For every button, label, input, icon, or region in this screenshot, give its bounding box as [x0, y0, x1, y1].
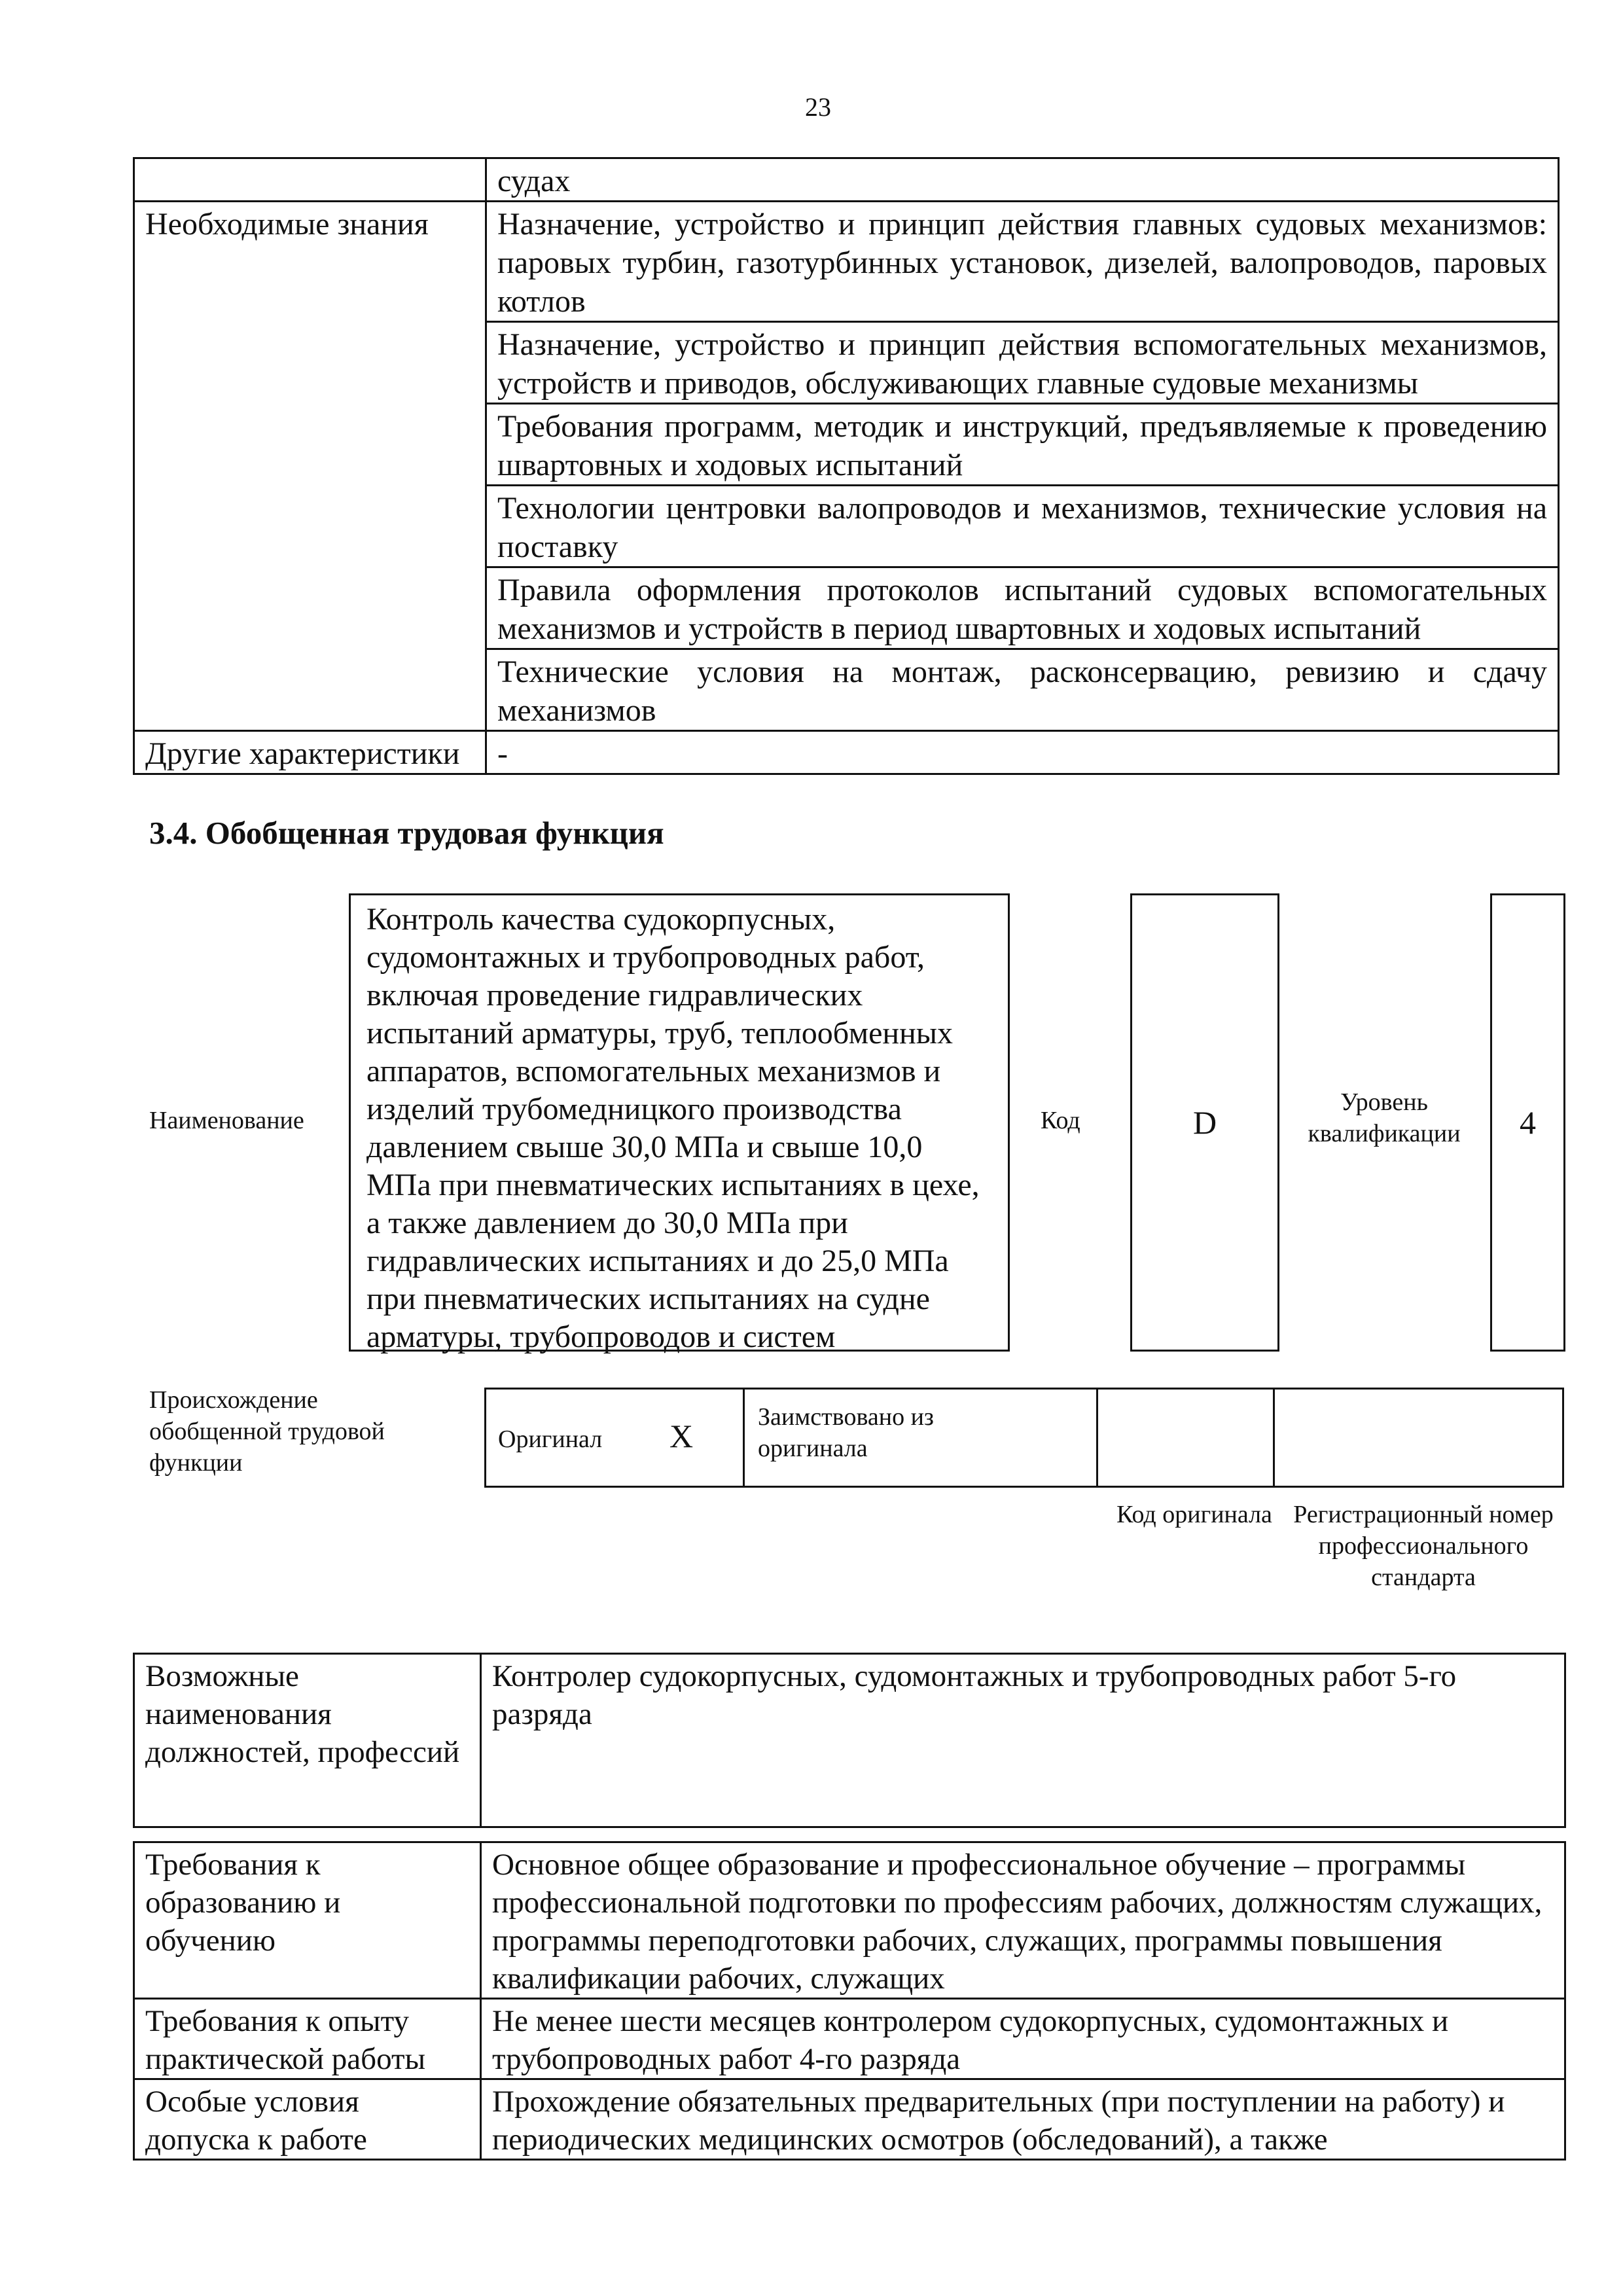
code-original-caption: Код оригинала: [1116, 1501, 1272, 1528]
other-label: Другие характеристики: [134, 731, 486, 774]
empty-label-cell: [134, 158, 486, 202]
knowledge-item: Назначение, устройство и принцип действия вспомогательных механизмов, устройств и приводов, обслуживающих главные судовые механизмы: [486, 322, 1559, 404]
knowledge-item: Требования программ, методик и инструкций, предъявляемые к проведению швартовных и ходовых испытаний: [486, 404, 1559, 486]
table-row: [134, 158, 1559, 202]
table-row: [134, 731, 1559, 774]
origin-box: [484, 1388, 1564, 1488]
table-row: [134, 1654, 1565, 1827]
requirements-table: [133, 1841, 1566, 2161]
original-label: Оригинал: [498, 1426, 603, 1453]
borrowed-label: Заимствовано из оригинала: [758, 1403, 934, 1462]
reg-number-caption: Регистрационный номер профессионального стандарта: [1293, 1501, 1554, 1591]
requirement-value: Прохождение обязательных предварительных (при поступлении на работу) и периодических медицинских осмотров (обследований), а также: [481, 2079, 1565, 2160]
knowledge-item: Правила оформления протоколов испытаний судовых вспомогательных механизмов и устройств в период швартовных и ходовых испытаний: [486, 567, 1559, 649]
table-row: [134, 1999, 1565, 2079]
requirement-label: Требования к опыту практической работы: [134, 1999, 481, 2079]
positions-value: Контролер судокорпусных, судомонтажных и трубопроводных работ 5-го разряда: [481, 1654, 1565, 1827]
table-cell: судах: [486, 158, 1559, 202]
knowledge-item: Технические условия на монтаж, расконсервацию, ревизию и сдачу механизмов: [486, 649, 1559, 731]
code-label: Код: [1041, 1107, 1080, 1134]
page-number: 23: [805, 92, 831, 122]
requirement-value: Не менее шести месяцев контролером судокорпусных, судомонтажных и трубопроводных работ 4-го разряда: [481, 1999, 1565, 2079]
knowledge-table: [133, 157, 1560, 775]
level-value: 4: [1490, 893, 1565, 1352]
positions-label: Возможные наименования должностей, профессий: [134, 1654, 481, 1827]
code-value: D: [1130, 893, 1279, 1352]
requirement-label: Требования к образованию и обучению: [134, 1842, 481, 1999]
knowledge-item: Назначение, устройство и принцип действия главных судовых механизмов: паровых турбин, газотурбинных установок, дизелей, валопроводов, паровых котлов: [486, 202, 1559, 322]
origin-label: Происхождение обобщенной трудовой функции: [149, 1386, 385, 1477]
requirement-label: Особые условия допуска к работе: [134, 2079, 481, 2160]
other-value: -: [486, 731, 1559, 774]
name-label: Наименование: [149, 1107, 304, 1134]
code-original-cell: [1098, 1390, 1275, 1486]
section-heading: 3.4. Обобщенная трудовая функция: [149, 815, 664, 851]
level-label: Уровень квалификации: [1308, 1088, 1461, 1147]
table-row: [134, 1842, 1565, 1999]
knowledge-label: Необходимые знания: [134, 202, 486, 731]
original-mark: X: [669, 1418, 694, 1454]
borrowed-cell: [745, 1390, 1098, 1486]
reg-number-cell: [1275, 1390, 1566, 1486]
table-row: [134, 2079, 1565, 2160]
requirement-value: Основное общее образование и профессиональное обучение – программы профессиональной подготовки по профессиям рабочих, должностям служащих, программы переподготовки рабочих, служащих, программы повышения квалификации рабочих, служащих: [481, 1842, 1565, 1999]
knowledge-item: Технологии центровки валопроводов и механизмов, технические условия на поставку: [486, 486, 1559, 567]
positions-table: [133, 1653, 1566, 1828]
function-name-box: Контроль качества судокорпусных, судомонтажных и трубопроводных работ, включая проведение гидравлических испытаний арматуры, труб, теплообменных аппаратов, вспомогательных механизмов и изделий трубомедницкого производства давлением свыше 30,0 МПа и свыше 10,0 МПа при пневматических испытаниях в цехе, а также давлением до 30,0 МПа при гидравлических испытаниях и до 25,0 МПа при пневматических испытаниях на судне арматуры, трубопроводов и систем: [349, 893, 1010, 1352]
table-row: [134, 202, 1559, 322]
original-cell: [486, 1390, 745, 1486]
